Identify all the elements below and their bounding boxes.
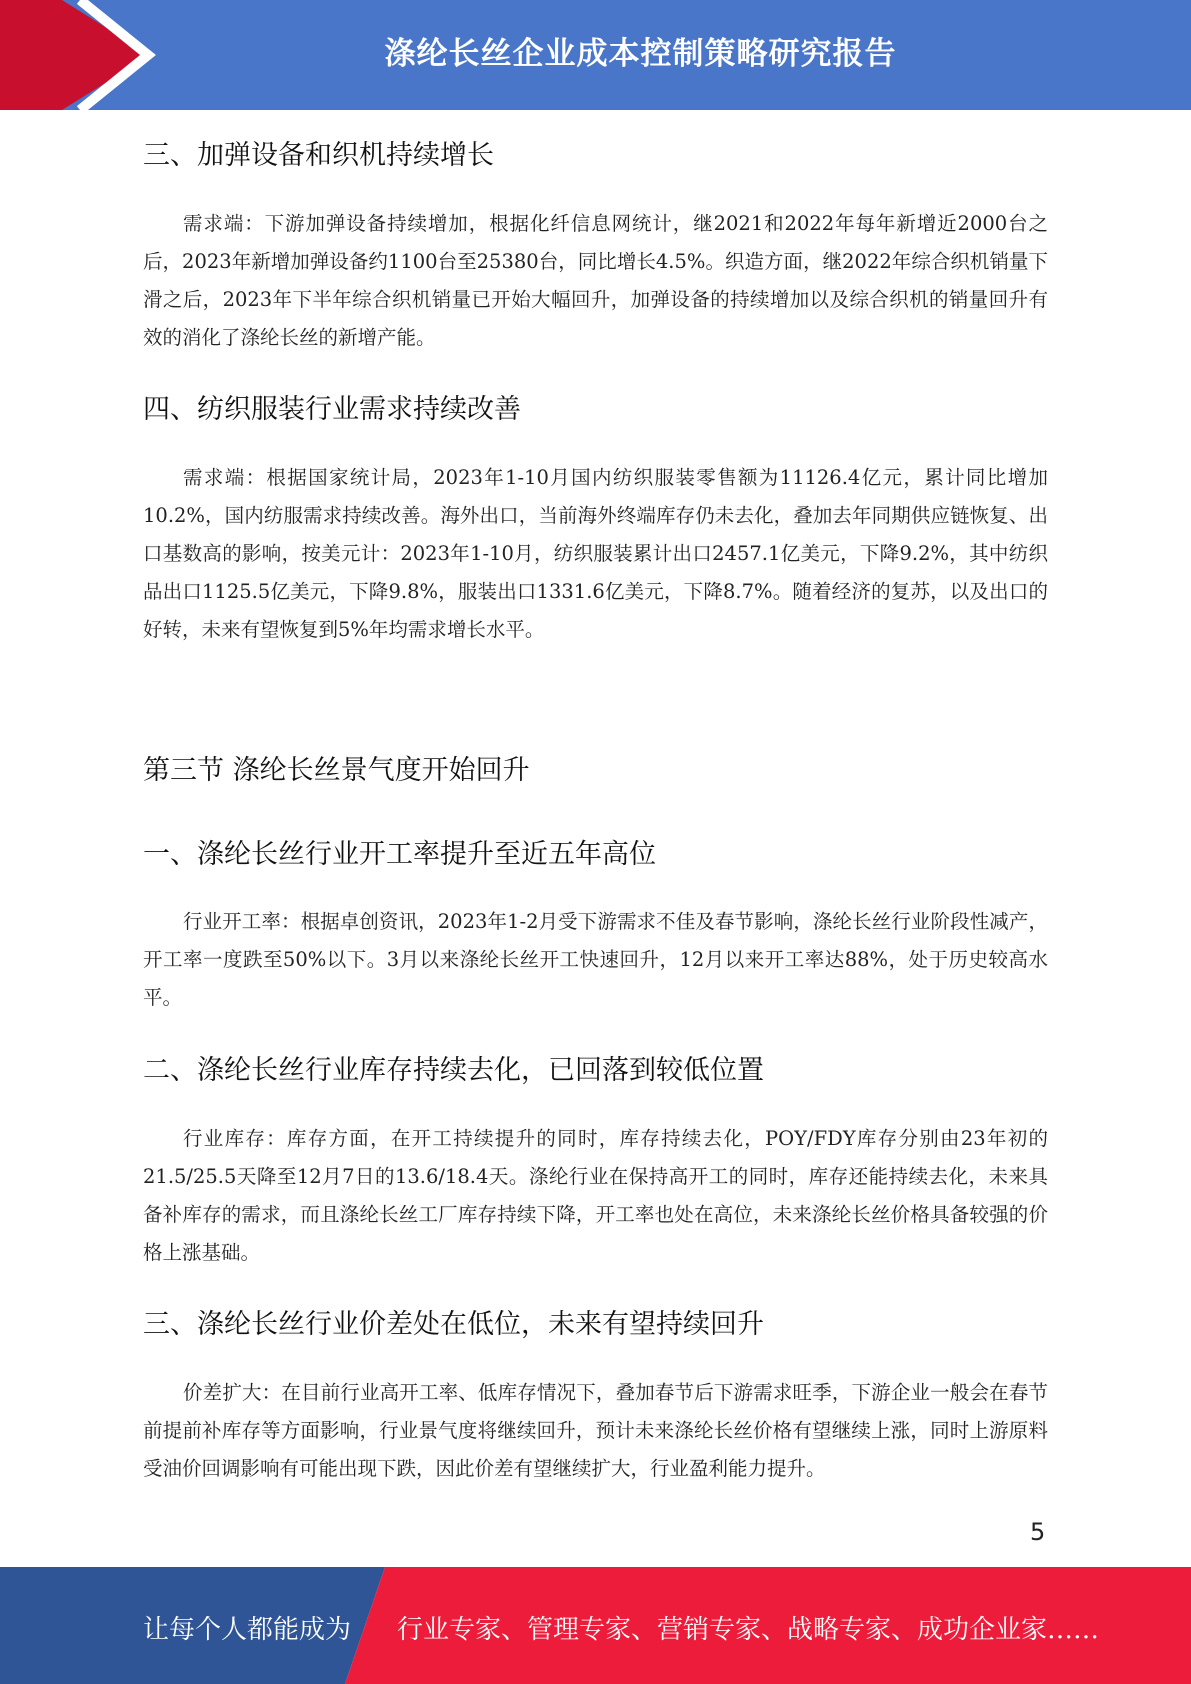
paragraph-operating-rate: 行业开工率：根据卓创资讯，2023年1-2月受下游需求不佳及春节影响，涤纶长丝行业阶段性减产，开工率一度跌至50%以下。3月以来涤纶长丝开工快速回升，12月以来开工率达88%，处于历史较高水平。 — [143, 910, 1048, 1009]
page-header — [0, 0, 1191, 110]
page-footer — [0, 1567, 1191, 1684]
footer-slogan-left: 让每个人都能成为 — [143, 1615, 352, 1645]
section-heading-operating-rate: 一、涤纶长丝行业开工率提升至近五年高位 — [143, 839, 656, 870]
paragraph-equipment-growth: 需求端：下游加弹设备持续增加，根据化纤信息网统计，继2021和2022年每年新增近2000台之后，2023年新增加弹设备约1100台至25380台，同比增长4.5%。织造方面，继2022年综合织机销量下滑之后，2023年下半年综合织机销量已开始大幅回升，加弹设备的持续增加以及综合织机的销量回升有效的消化了涤纶长丝的新增产能。 — [143, 212, 1048, 349]
page-number: 5 — [1030, 1518, 1046, 1546]
footer-slogan-right: 行业专家、管理专家、营销专家、战略专家、成功企业家…… — [397, 1615, 1100, 1645]
section-heading-textile-demand: 四、纺织服装行业需求持续改善 — [143, 394, 521, 425]
paragraph-inventory: 行业库存：库存方面，在开工持续提升的同时，库存持续去化，POY/FDY库存分别由23年初的21.5/25.5天降至12月7日的13.6/18.4天。涤纶行业在保持高开工的同时，库存还能持续去化，未来具备补库存的需求，而且涤纶长丝工厂库存持续下降，开工率也处在高位，未来涤纶长丝价格具备较强的价格上涨基础。 — [143, 1127, 1048, 1264]
section-heading-equipment-growth: 三、加弹设备和织机持续增长 — [143, 140, 494, 171]
section-heading-inventory: 二、涤纶长丝行业库存持续去化，已回落到较低位置 — [143, 1055, 764, 1086]
section-heading-price-spread: 三、涤纶长丝行业价差处在低位，未来有望持续回升 — [143, 1309, 764, 1340]
paragraph-price-spread: 价差扩大：在目前行业高开工率、低库存情况下，叠加春节后下游需求旺季，下游企业一般会在春节前提前补库存等方面影响，行业景气度将继续回升，预计未来涤纶长丝价格有望继续上涨，同时上游原料受油价回调影响有可能出现下跌，因此价差有望继续扩大，行业盈利能力提升。 — [143, 1381, 1048, 1480]
paragraph-textile-demand: 需求端：根据国家统计局，2023年1-10月国内纺织服装零售额为11126.4亿元，累计同比增加10.2%，国内纺服需求持续改善。海外出口，当前海外终端库存仍未去化，叠加去年同期供应链恢复、出口基数高的影响，按美元计：2023年1-10月，纺织服装累计出口2457.1亿美元，下降9.2%，其中纺织品出口1125.5亿美元，下降9.8%，服装出口1331.6亿美元，下降8.7%。随着经济的复苏，以及出口的好转，未来有望恢复到5%年均需求增长水平。 — [143, 466, 1048, 641]
chapter-heading-section-three: 第三节 涤纶长丝景气度开始回升 — [143, 755, 530, 786]
report-title: 涤纶长丝企业成本控制策略研究报告 — [384, 36, 897, 72]
